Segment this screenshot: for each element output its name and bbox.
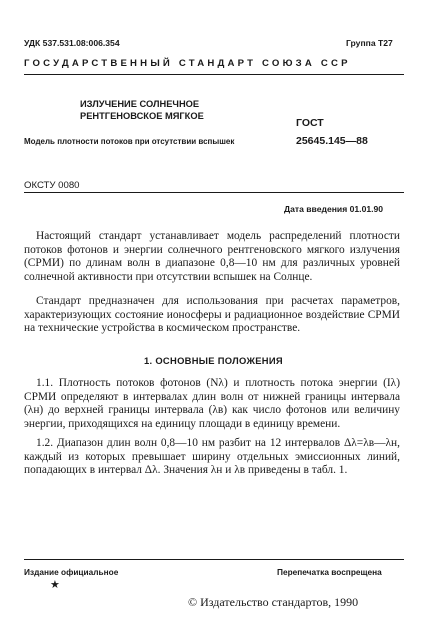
header-rule: [24, 74, 404, 75]
gost-label: ГОСТ: [296, 117, 324, 129]
paragraph-purpose-text: Стандарт предназначен для использования при расчетах параметров, характеризующих состояние ионосферы и радиационное воздействие СРМИ на технические устройства в космическом пространстве.: [24, 295, 400, 334]
official-edition: Издание официальное: [24, 567, 119, 577]
paragraph-1-2-text: 1.2. Диапазон длин волн 0,8—10 нм разбит на 12 интервалов Δλ=λв—λн, каждый из которых превышает ширину отдельных эмиссионных линий, попадающих в интервал Δλ. Значения λн и λв приведены в табл. 1.: [24, 437, 400, 476]
paragraph-intro: [24, 230, 400, 284]
standard-title: ГОСУДАРСТВЕННЫЙ СТАНДАРТ СОЮЗА ССР: [24, 58, 351, 69]
okstu-rule: [24, 192, 404, 193]
document-subtitle: Модель плотности потоков при отсутствии вспышек: [24, 137, 235, 146]
paragraph-1-1-text: 1.1. Плотность потоков фотонов (Nλ) и плотность потока энергии (Iλ) СРМИ определяют в интервалах длин волн от нижней границы интервала (λн) до верхней границы интервала (λв) как число фотонов или величину энергии, приходящихся на единицу площади в единицу времени.: [24, 377, 400, 430]
group-code: Группа Т27: [346, 38, 393, 48]
paragraph-purpose: [24, 295, 400, 336]
paragraph-1-1: [24, 377, 400, 431]
copyright-notice: © Издательство стандартов, 1990: [188, 595, 359, 609]
footer-rule: [24, 559, 404, 560]
section-heading: 1. ОСНОВНЫЕ ПОЛОЖЕНИЯ: [144, 355, 283, 366]
paragraph-1-2: [24, 437, 400, 478]
title-line-1: ИЗЛУЧЕНИЕ СОЛНЕЧНОЕ: [80, 99, 200, 109]
star-icon: ★: [50, 579, 60, 591]
introduction-date: Дата введения 01.01.90: [284, 204, 384, 214]
gost-number: 25645.145—88: [296, 135, 368, 147]
paragraph-intro-text: Настоящий стандарт устанавливает модель распределений плотности потоков фотонов и энергии солнечного рентгеновского мягкого излучения (СРМИ) по длинам волн в диапазоне 0,8—10 нм для различных уровней солнечной активности при отсутствии вспышек на Солнце.: [24, 230, 400, 283]
okstu-code: ОКСТУ 0080: [24, 180, 80, 191]
title-line-2: РЕНТГЕНОВСКОЕ МЯГКОЕ: [80, 111, 204, 121]
udk-code: УДК 537.531.08:006.354: [24, 38, 120, 48]
reprint-notice: Перепечатка воспрещена: [277, 567, 382, 577]
